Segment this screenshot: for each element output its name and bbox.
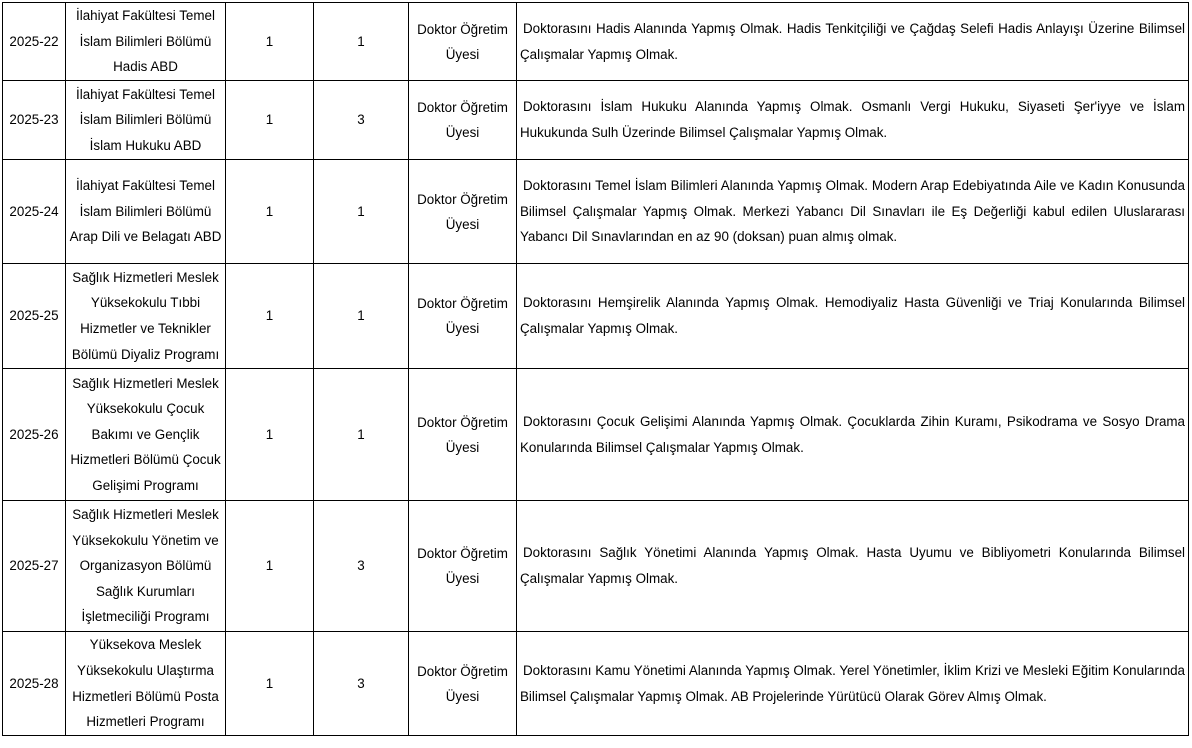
academic-title: Doktor Öğretim Üyesi [409,264,517,369]
academic-title: Doktor Öğretim Üyesi [409,160,517,264]
table-row [3,501,1189,632]
position-code: 2025-23 [3,81,66,160]
requirement-text [517,632,1189,736]
table-row [3,3,1189,81]
department-unit: İlahiyat Fakültesi Temel İslam Bilimleri Bölümü İslam Hukuku ABD [66,81,226,160]
requirement-label: Doktorasını Temel İslam Bilimleri Alanında Yapmış Olmak. Modern Arap Edebiyatında Aile ve Kadın Konusunda Bilimsel Çalışmalar Yapmış Olmak. Merkezi Yabancı Dil Sınavları ile Eş Değerliği kabul edilen Uluslararası Yabancı Dil Sınavlarından en az 90 (doksan) puan almış olmak. [520,178,1185,245]
table-row [3,160,1189,264]
academic-title: Doktor Öğretim Üyesi [409,3,517,81]
position-count: 3 [314,632,409,736]
position-count: 1 [314,3,409,81]
positions-table [2,2,1189,736]
department-unit: İlahiyat Fakültesi Temel İslam Bilimleri Bölümü Hadis ABD [66,3,226,81]
position-quota: 1 [226,3,314,81]
requirement-text [517,369,1189,501]
position-code: 2025-22 [3,3,66,81]
position-code: 2025-25 [3,264,66,369]
requirement-label: Doktorasını Çocuk Gelişimi Alanında Yapmış Olmak. Çocuklarda Zihin Kuramı, Psikodrama ve Sosyo Drama Konularında Bilimsel Çalışmalar Yapmış Olmak. [520,413,1185,455]
requirement-label: Doktorasını Hemşirelik Alanında Yapmış Olmak. Hemodiyaliz Hasta Güvenliği ve Triaj Konularında Bilimsel Çalışmalar Yapmış Olmak. [520,295,1185,336]
requirement-label: Doktorasını İslam Hukuku Alanında Yapmış Olmak. Osmanlı Vergi Hukuku, Siyaseti Şer'iyye ve İslam Hukukunda Sulh Üzerinde Bilimsel Çalışmalar Yapmış Olmak. [520,99,1185,140]
requirement-label: Doktorasını Sağlık Yönetimi Alanında Yapmış Olmak. Hasta Uyumu ve Bibliyometri Konularında Bilimsel Çalışmalar Yapmış Olmak. [520,545,1185,586]
academic-title: Doktor Öğretim Üyesi [409,501,517,632]
requirement-text [517,264,1189,369]
position-quota: 1 [226,501,314,632]
table-row [3,632,1189,736]
requirement-text [517,501,1189,632]
requirement-text [517,81,1189,160]
position-count: 1 [314,369,409,501]
requirement-text [517,160,1189,264]
position-quota: 1 [226,160,314,264]
department-unit: Sağlık Hizmetleri Meslek Yüksekokulu Çocuk Bakımı ve Gençlik Hizmetleri Bölümü Çocuk Gelişimi Programı [66,369,226,501]
department-unit: Sağlık Hizmetleri Meslek Yüksekokulu Yönetim ve Organizasyon Bölümü Sağlık Kurumları İşletmeciliği Programı [66,501,226,632]
position-count: 3 [314,81,409,160]
position-code: 2025-27 [3,501,66,632]
academic-title: Doktor Öğretim Üyesi [409,632,517,736]
position-quota: 1 [226,264,314,369]
position-count: 1 [314,160,409,264]
position-quota: 1 [226,632,314,736]
table-row [3,264,1189,369]
position-count: 3 [314,501,409,632]
table-row [3,81,1189,160]
academic-title: Doktor Öğretim Üyesi [409,369,517,501]
requirement-text [517,3,1189,81]
department-unit: İlahiyat Fakültesi Temel İslam Bilimleri Bölümü Arap Dili ve Belagatı ABD [66,160,226,264]
position-code: 2025-26 [3,369,66,501]
requirement-label: Doktorasını Hadis Alanında Yapmış Olmak. Hadis Tenkitçiliği ve Çağdaş Selefi Hadis Anlayışı Üzerine Bilimsel Çalışmalar Yapmış Olmak. [520,20,1185,62]
position-count: 1 [314,264,409,369]
requirement-label: Doktorasını Kamu Yönetimi Alanında Yapmış Olmak. Yerel Yönetimler, İklim Krizi ve Mesleki Eğitim Konularında Bilimsel Çalışmalar Yapmış Olmak. AB Projelerinde Yürütücü Olarak Görev Almış Olmak. [520,662,1185,704]
department-unit: Yüksekova Meslek Yüksekokulu Ulaştırma Hizmetleri Bölümü Posta Hizmetleri Programı [66,632,226,736]
academic-title: Doktor Öğretim Üyesi [409,81,517,160]
position-quota: 1 [226,369,314,501]
table-row [3,369,1189,501]
department-unit: Sağlık Hizmetleri Meslek Yüksekokulu Tıbbi Hizmetler ve Teknikler Bölümü Diyaliz Programı [66,264,226,369]
position-code: 2025-28 [3,632,66,736]
position-quota: 1 [226,81,314,160]
position-code: 2025-24 [3,160,66,264]
